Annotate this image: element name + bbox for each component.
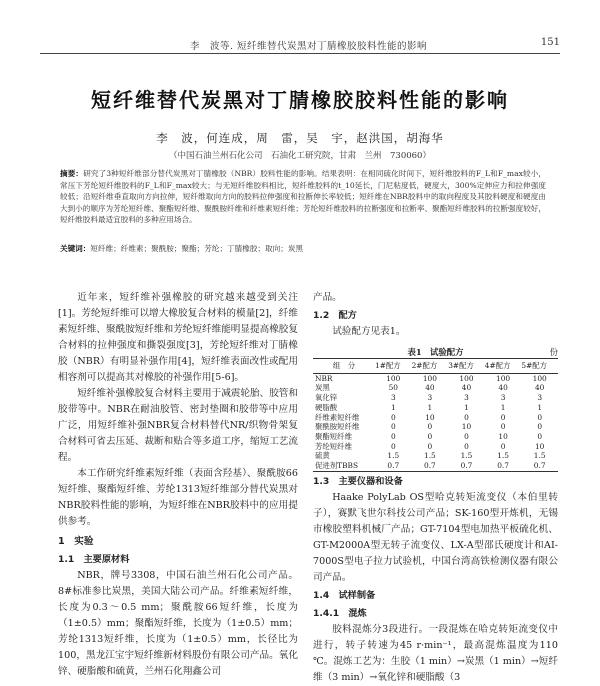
table-cell: 100 — [532, 373, 547, 383]
table-cell: 3 — [427, 393, 433, 403]
authors: 李 波，何连成，周 雷，吴 宇，赵洪国，胡海华 — [156, 131, 444, 145]
table-cell: 0.7 — [485, 461, 522, 471]
table-caption — [313, 344, 558, 358]
table-body — [313, 373, 558, 471]
table-cell: 0 — [390, 412, 396, 422]
materials-paragraph: NBR，牌号3308，中国石油兰州石化公司产品。8#标准参比炭黑，美国大陆公司产品。纤维素短纤维，长度为0.3～0.5 mm；聚酰胺66短纤维，长度为（1±0.5）mm；聚酯短纤维，长度为（1±0.5）mm；芳纶1313短纤维，长度为（1±0.5）mm，长径比为100，黑龙江宝宇短纤维新材料股份有限公司产品。氧化锌、硬脂酸和硫黄，兰州石化翔鑫公司 — [58, 570, 298, 677]
intro-paragraph-1: 近年来，短纤维补强橡胶的研究越来越受到关注[1]。芳纶短纤维可以增大橡胶复合材料的模量[2]，纤维素短纤维、聚酰胺短纤维和芳纶短纤维能明显提高橡胶复合材料的拉伸强度和撕裂强度[3]，芳纶短纤维对丁腈橡胶（NBR）有明显补强作用[4]，短纤维表面改性或配用相容剂可以提高其对橡胶的补强作用[5-6]。 — [58, 292, 298, 383]
affiliation: （中国石油兰州石化公司 石油化工研究院，甘肃 兰州 730060） — [169, 151, 431, 161]
table-row-label: 氧化锌 — [315, 393, 338, 403]
formula-intro: 试验配方见表1。 — [332, 326, 406, 337]
table-cell: 0 — [537, 431, 543, 441]
keywords-label: 关键词： — [60, 244, 91, 253]
table-header-cell: 1#配方 — [375, 359, 412, 374]
section-heading-materials: 1.1 主要原材料 — [58, 554, 130, 565]
table-row — [313, 373, 558, 383]
table-header-cell: 4#配方 — [485, 359, 522, 374]
table-header-row — [313, 359, 558, 374]
table-row-label: 纤维素短纤维 — [315, 412, 360, 422]
table-cell: 0 — [537, 422, 543, 432]
table-cell: 3 — [464, 393, 469, 403]
table-cell: 0 — [500, 422, 506, 432]
table-header-cell: 3#配方 — [448, 359, 485, 374]
table-cell: 100 — [459, 373, 474, 383]
intro-paragraph-2: 短纤维补强橡胶复合材料主要用于减震轮胎、胶管和胶带等中。NBR在耐油胶管、密封垫圈和胶带等中应用广泛，用短纤维补强NBR复合材料替代NR/织物骨架复合材料可省去压延、裁断和贴合等多道工序，缩短工艺流程。 — [58, 388, 298, 463]
table-cell: 1.5 — [497, 451, 509, 461]
left-column — [58, 290, 298, 680]
running-head-text: 李 波等. 短纤维替代炭黑对丁腈橡胶胶料性能的影响 — [190, 41, 428, 52]
table-cell: 100 — [422, 373, 437, 383]
table-cell: 1 — [500, 402, 506, 412]
table-cell: 0 — [464, 412, 469, 422]
table-cell: 0 — [464, 431, 469, 441]
table-cell: 100 — [496, 373, 511, 383]
table-cell: 0 — [427, 441, 433, 451]
table-row — [313, 432, 558, 442]
table-row-label: 硬脂酸 — [315, 402, 338, 412]
table-cell: 40 — [498, 383, 508, 393]
table-row — [313, 383, 558, 393]
abstract-text: 研究了3种短纤维部分替代炭黑对丁腈橡胶（NBR）胶料性能的影响。结果表明：在相同硫化时间下，短纤维胶料的F_L和F_max较小，常压下芳纶短纤维胶料的F_L和F_max较大；与无短纤维胶料相比，短纤维胶料的t_10延长，门尼粘度低，硬度大，300%定伸应力和拉伸强度较低；沿短纤维垂直取向方向拉伸，短纤维取向方向的胶料拉伸强度和拉断伸长率较低；短纤维在NBR胶料中的取向程度及其胶料硬度和硬度由大到小的顺序为芳纶短纤维、聚酯短纤维、聚酰胺纤维和纤维素短纤维；芳纶短纤维胶料的拉断强度和拉断率、聚酯短纤维胶料的拉断强度较好，短纤维胶料最适宜胶料的多种应用场合。 — [60, 169, 547, 225]
table-header-cell: 5#配方 — [521, 359, 558, 374]
table-cell: 40 — [425, 383, 435, 393]
running-head — [40, 36, 560, 54]
right-column — [313, 290, 558, 686]
table-cell: 1 — [537, 402, 543, 412]
table-cell: 40 — [534, 383, 545, 393]
table-header-cell: 2#配方 — [412, 359, 449, 374]
keywords — [60, 243, 546, 254]
table-cell: 0 — [390, 441, 396, 451]
section-heading-mixing: 1.4.1 混炼 — [313, 607, 367, 619]
table-cell: 50 — [388, 383, 398, 393]
table-row-label: NBR — [315, 373, 333, 383]
table-cell: 0 — [537, 412, 543, 422]
section-heading-formula: 1.2 配方 — [313, 310, 357, 321]
table-cell: 0.7 — [521, 461, 558, 471]
table-cell: 10 — [498, 431, 508, 441]
formula-table — [313, 358, 558, 472]
table-row-label: 炭黑 — [315, 383, 330, 393]
table-cell: 0 — [427, 431, 433, 441]
table-cell: 0 — [390, 431, 396, 441]
table-cell: 3 — [500, 393, 506, 403]
table-row-label: 聚酰胺短纤维 — [315, 422, 360, 432]
mixing-paragraph: 胶料混炼分3段进行。一段混炼在哈克转矩流变仪中进行，转子转速为45 r·min⁻¹，最高混炼温度为110 ℃。混炼工艺为：生胶（1 min）→炭黑（1 min）→短纤维（3 min）→氧化锌和硬脂酸（3 — [313, 623, 558, 683]
abstract-label: 摘要： — [60, 169, 84, 178]
table-cell: 1 — [427, 402, 433, 412]
table-row — [313, 442, 558, 452]
table-cell: 10 — [461, 422, 472, 432]
table-cell: 1 — [464, 402, 469, 412]
paper-title: 短纤维替代炭黑对丁腈橡胶胶料性能的影响 — [91, 88, 509, 112]
table-cell: 0.7 — [375, 461, 412, 471]
table-cell: 1.5 — [460, 451, 473, 461]
table-row-label: 促进剂TBBS — [313, 461, 375, 471]
table-row-label: 硫黄 — [315, 451, 330, 461]
table-cell: 10 — [534, 441, 545, 451]
table-cell: 1 — [390, 402, 396, 412]
section-heading-experiment: 1 实验 — [58, 536, 94, 547]
table-cell: 10 — [425, 412, 435, 422]
table-row — [313, 403, 558, 413]
page-number: 151 — [540, 37, 560, 48]
table-cell: 0 — [500, 412, 506, 422]
table-unit: 份 — [549, 347, 558, 357]
table-cell: 0 — [464, 441, 469, 451]
keywords-text: 短纤维；纤维素；聚酰胺；聚酯；芳纶；丁腈橡胶；取向；炭黑 — [90, 244, 303, 253]
table-cell: 3 — [390, 393, 396, 403]
table-cell: 0 — [500, 441, 506, 451]
materials-continued: 产品。 — [313, 292, 342, 303]
table-cell: 3 — [537, 393, 543, 403]
table-cell: 1.5 — [533, 451, 546, 461]
table-row — [313, 451, 558, 461]
table-title: 表1 试验配方 — [407, 347, 464, 357]
table-cell: 1.5 — [424, 451, 436, 461]
section-heading-equipment: 1.3 主要仪器和设备 — [313, 475, 403, 487]
table-row — [313, 413, 558, 423]
table-row-label: 芳纶短纤维 — [315, 441, 352, 451]
table-cell: 0 — [427, 422, 433, 432]
table-cell: 0.7 — [448, 461, 485, 471]
table-header-cell: 组 分 — [313, 359, 375, 374]
table-row — [313, 461, 558, 471]
table-cell: 1.5 — [387, 451, 400, 461]
intro-paragraph-3: 本工作研究纤维素短纤维（表面含羟基）、聚酰胺66短纤维、聚酯短纤维、芳纶1313短纤维部分替代炭黑对NBR胶料性能的影响，为短纤维在NBR胶料中的应用提供参考。 — [58, 468, 298, 527]
table-row — [313, 393, 558, 403]
table-row — [313, 422, 558, 432]
table-cell: 40 — [461, 383, 472, 393]
table-cell: 0 — [390, 422, 396, 432]
table-cell: 0.7 — [412, 461, 449, 471]
table-cell: 100 — [386, 373, 401, 383]
section-heading-sample-prep: 1.4 试样制备 — [313, 589, 376, 601]
equipment-paragraph: Haake PolyLab OS型哈克转矩流变仪（本伯里转子），赛默飞世尔科技公司产品；SK-160型开炼机，无锡市橡胶塑料机械厂产品；GT-7104型电加热平板硫化机、GT-M2000A型无转子流变仪、LX-A型邵氏硬度计和AI-7000S型电子拉力试验机，中国台湾高铁检测仪器有限公司产品。 — [313, 491, 558, 583]
table-row-label: 聚酯短纤维 — [315, 431, 352, 441]
abstract — [60, 168, 546, 226]
